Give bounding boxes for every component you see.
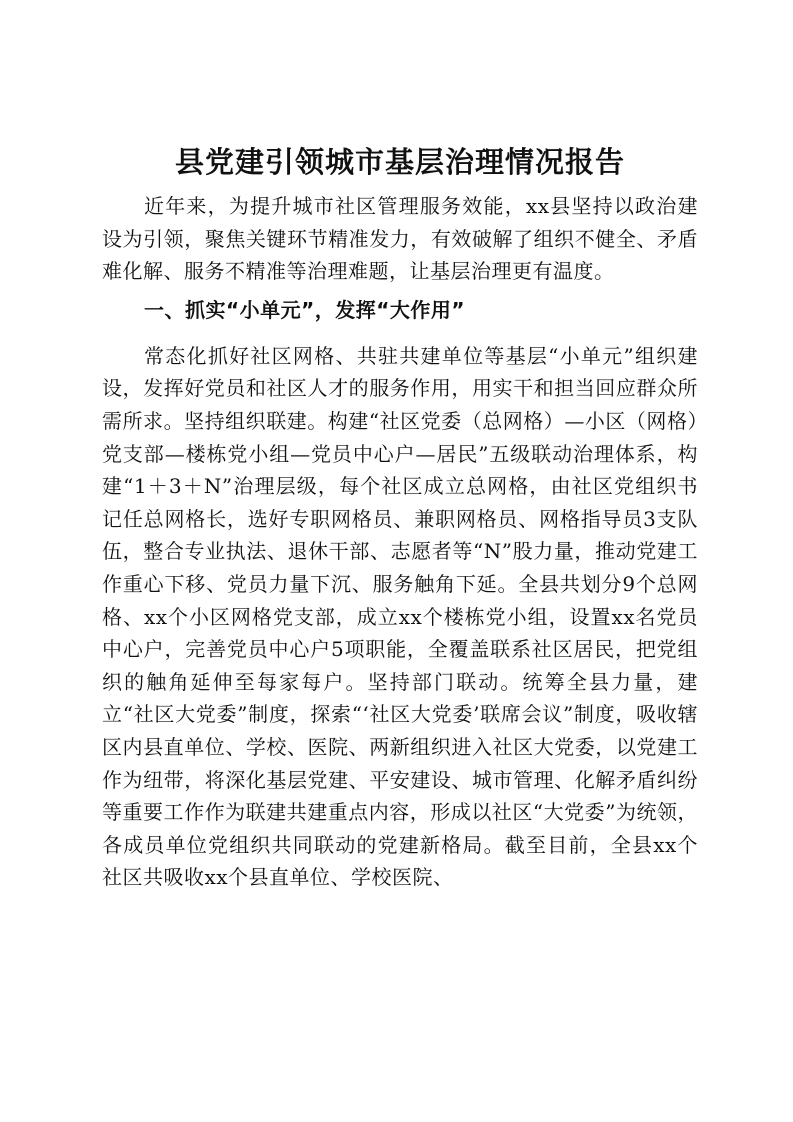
section-paragraph: 常态化抓好社区网格、共驻共建单位等基层“小单元”组织建设，发挥好党员和社区人才的服务作用，用实干和担当回应群众所需所求。坚持组织联建。构建“社区党委（总网格）—小区（网格）党支部—楼栋党小组—党员中心户—居民”五级联动治理体系，构建“1＋3＋N”治理层级，每个社区成立总网格，由社区党组织书记任总网格长，选好专职网格员、兼职网格员、网格指导员3支队伍，整合专业执法、退休干部、志愿者等“N”股力量，推动党建工作重心下移、党员力量下沉、服务触角下延。全县共划分9个总网格、xx个小区网格党支部，成立xx个楼栋党小组，设置xx名党员中心户，完善党员中心户5项职能，全覆盖联系社区居民，把党组织的触角延伸至每家每户。坚持部门联动。统筹全县力量，建立“社区大党委”制度，探索“‘社区大党委’联席会议”制度，吸收辖区内县直单位、学校、医院、两新组织进入社区大党委，以党建工作为纽带，将深化基层党建、平安建设、城市管理、化解矛盾纠纷等重要工作作为联建共建重点内容，形成以社区“大党委”为统领，各成员单位党组织共同联动的党建新格局。截至目前，全县xx个社区共吸收xx个县直单位、学校医院、 (102, 343, 698, 890)
document-body (102, 138, 698, 894)
intro-paragraph: 近年来，为提升城市社区管理服务效能，xx县坚持以政治建设为引领，聚焦关键环节精准发力，有效破解了组织不健全、矛盾难化解、服务不精准等治理难题，让基层治理更有温度。 (102, 194, 698, 284)
document-title: 县党建引领城市基层治理情况报告 (174, 145, 625, 179)
section-heading: 一、抓实“小单元”，发挥“大作用” (144, 297, 466, 322)
